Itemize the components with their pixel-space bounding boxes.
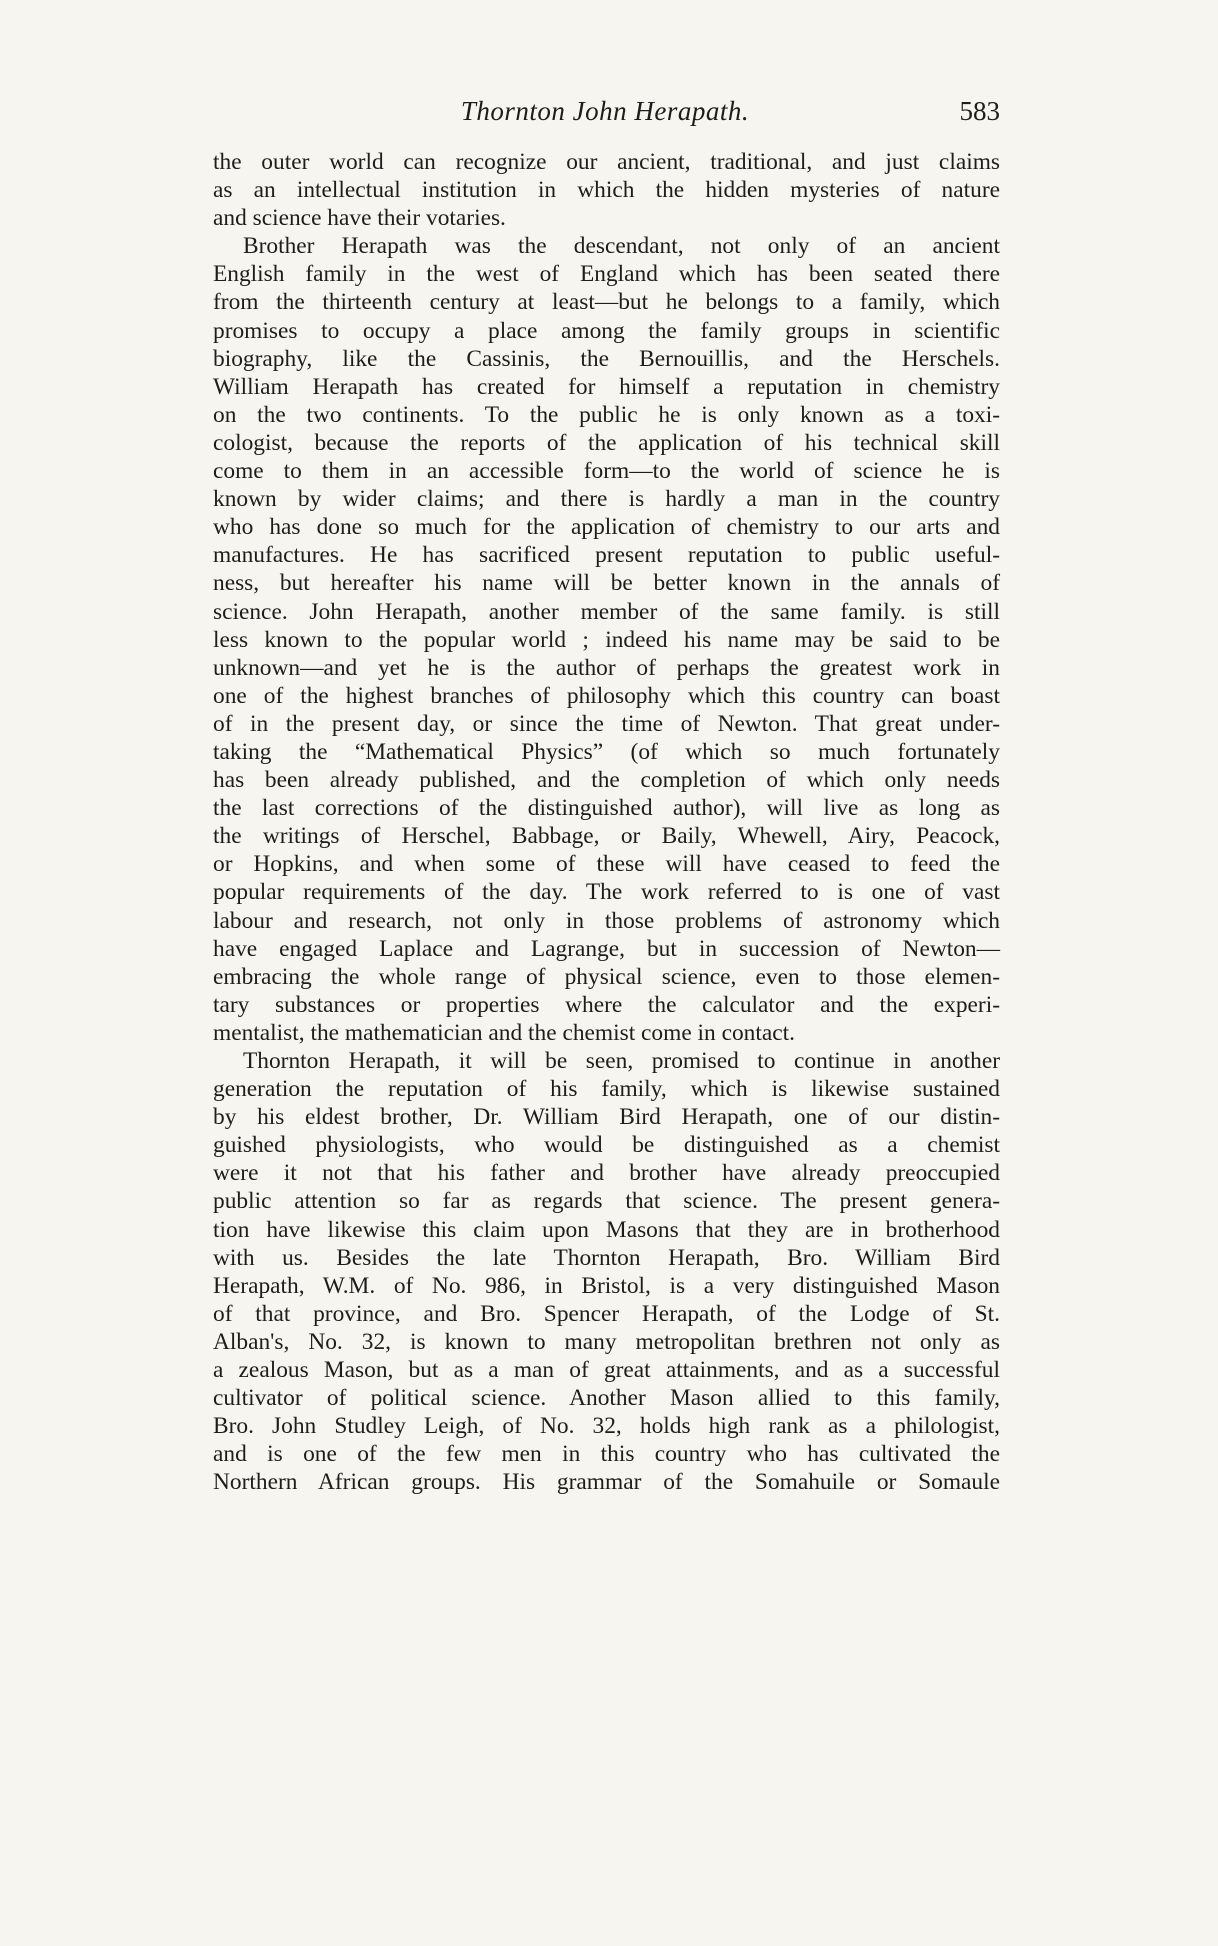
text-line: as an intellectual institution in which the hidden mysteries of nature (213, 177, 1000, 204)
text-line: Herapath, W.M. of No. 986, in Bristol, is a very distinguished Mason (213, 1272, 1000, 1299)
text-line: Alban's, No. 32, is known to many metropolitan brethren not only as (213, 1328, 1000, 1355)
text-line: has been already published, and the completion of which only needs (213, 767, 1000, 794)
text-line: Thornton Herapath, it will be seen, promised to continue in another (243, 1048, 1000, 1074)
text-line: have engaged Laplace and Lagrange, but in succession of Newton— (213, 935, 1000, 962)
text-line: and is one of the few men in this country who has cultivated the (213, 1441, 1000, 1468)
text-line: come to them in an accessible form—to the world of science he is (213, 458, 1000, 485)
text-line: promises to occupy a place among the family groups in scientific (213, 317, 1000, 344)
text-line: the writings of Herschel, Babbage, or Baily, Whewell, Airy, Peacock, (213, 823, 1000, 850)
text-line: popular requirements of the day. The work referred to is one of vast (213, 879, 1000, 906)
text-line: of in the present day, or since the time of Newton. That great under- (213, 710, 1000, 737)
text-line: of that province, and Bro. Spencer Herapath, of the Lodge of St. (213, 1300, 1000, 1327)
text-line: less known to the popular world ; indeed his name may be said to be (213, 626, 1000, 653)
text-line: a zealous Mason, but as a man of great attainments, and as a successful (213, 1357, 1000, 1384)
text-line: the outer world can recognize our ancient, traditional, and just claims (213, 149, 1000, 175)
text-line: cultivator of political science. Another Mason allied to this family, (213, 1385, 1000, 1412)
text-line: were it not that his father and brother have already preoccupied (213, 1160, 1000, 1187)
text-line: or Hopkins, and when some of these will have ceased to feed the (213, 851, 1000, 878)
text-line: English family in the west of England which has been seated there (213, 261, 1000, 288)
text-line: Bro. John Studley Leigh, of No. 32, holds high rank as a philologist, (213, 1413, 1000, 1440)
text-line: embracing the whole range of physical science, even to those elemen- (213, 963, 1000, 990)
text-line: mentalist, the mathematician and the chemist come in contact. (213, 1019, 795, 1046)
text-line: one of the highest branches of philosophy which this country can boast (213, 682, 1000, 709)
text-line: guished physiologists, who would be distinguished as a chemist (213, 1132, 1000, 1159)
text-line: cologist, because the reports of the application of his technical skill (213, 429, 1000, 456)
running-head (210, 96, 1000, 136)
text-line: by his eldest brother, Dr. William Bird Herapath, one of our distin- (213, 1104, 1000, 1131)
text-line: public attention so far as regards that science. The present genera- (213, 1188, 1000, 1215)
running-title: Thornton John Herapath. (460, 96, 750, 126)
text-line: taking the “Mathematical Physics” (of which so much fortunately (213, 738, 1000, 765)
text-line: ness, but hereafter his name will be better known in the annals of (213, 570, 1000, 597)
text-line: William Herapath has created for himself a reputation in chemistry (213, 373, 1000, 400)
text-line: and science have their votaries. (213, 205, 506, 232)
text-line: manufactures. He has sacrificed present reputation to public useful- (213, 542, 1000, 569)
text-line: science. John Herapath, another member of the same family. is still (213, 598, 1000, 625)
text-line: generation the reputation of his family, which is likewise sustained (213, 1076, 1000, 1103)
text-line: tion have likewise this claim upon Masons that they are in brotherhood (213, 1216, 1000, 1243)
text-line: Brother Herapath was the descendant, not only of an ancient (243, 233, 1000, 260)
text-line: unknown—and yet he is the author of perhaps the greatest work in (213, 654, 1000, 681)
page-number: 583 (959, 96, 1000, 126)
text-line: with us. Besides the late Thornton Herapath, Bro. William Bird (213, 1244, 1000, 1271)
body-text (213, 148, 1000, 1497)
text-line: Northern African groups. His grammar of the Somahuile or Somaule (213, 1469, 1000, 1496)
text-line: who has done so much for the application of chemistry to our arts and (213, 514, 1000, 541)
text-line: from the thirteenth century at least—but he belongs to a family, which (213, 289, 1000, 316)
text-line: on the two continents. To the public he is only known as a toxi- (213, 401, 1000, 428)
text-line: biography, like the Cassinis, the Bernouillis, and the Herschels. (213, 345, 1000, 372)
text-line: labour and research, not only in those problems of astronomy which (213, 907, 1000, 934)
text-line: tary substances or properties where the calculator and the experi- (213, 991, 1000, 1018)
text-line: the last corrections of the distinguished author), will live as long as (213, 795, 1000, 822)
text-line: known by wider claims; and there is hardly a man in the country (213, 486, 1000, 513)
